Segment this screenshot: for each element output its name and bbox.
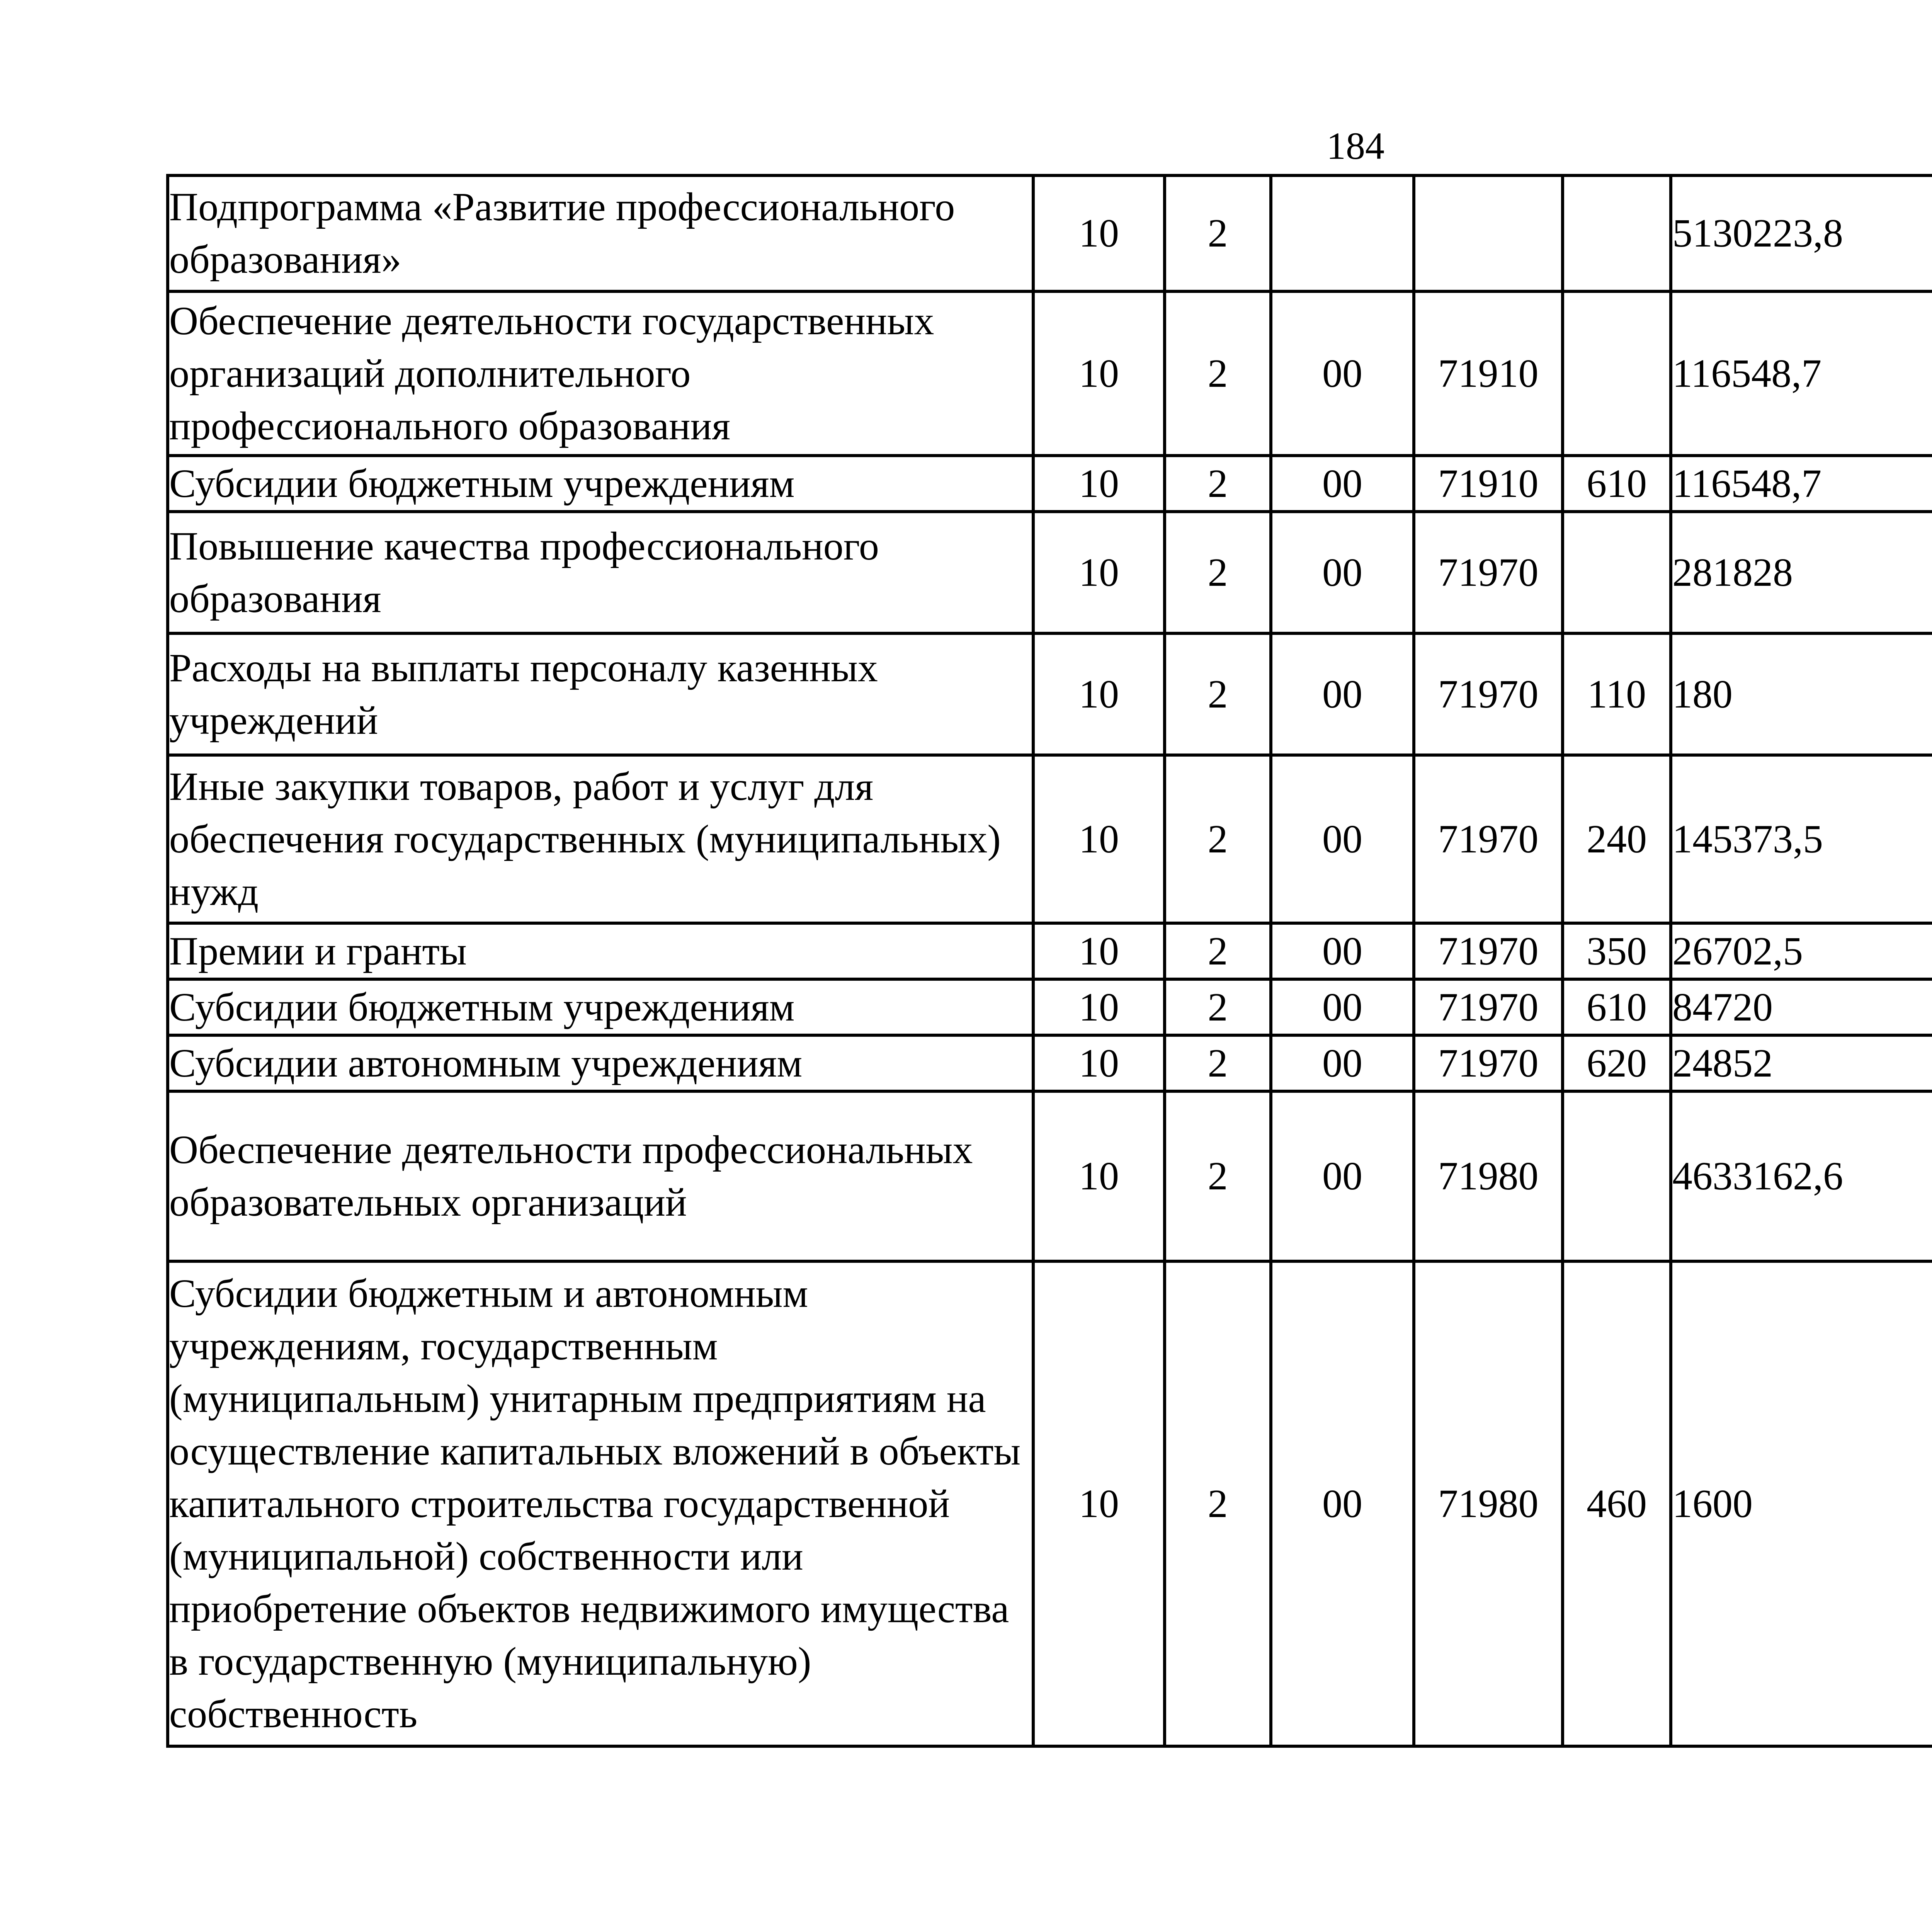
target-item-prefix: 00 <box>1271 1091 1414 1261</box>
target-item-code: 71910 <box>1414 456 1563 512</box>
expense-type-code <box>1563 291 1671 456</box>
row-name: Субсидии бюджетным учреждениям <box>168 979 1033 1035</box>
subsection-code: 2 <box>1165 923 1271 979</box>
table-row <box>168 923 1932 979</box>
table-row <box>168 1091 1932 1261</box>
table-row <box>168 1035 1932 1091</box>
expense-type-code: 620 <box>1563 1035 1671 1091</box>
expense-type-code <box>1563 175 1671 291</box>
section-code: 10 <box>1033 755 1165 923</box>
amount-year-1: 26702,5 <box>1671 923 1932 979</box>
amount-year-1: 116548,7 <box>1671 291 1932 456</box>
expense-type-code: 110 <box>1563 633 1671 755</box>
target-item-code: 71970 <box>1414 755 1563 923</box>
table-row <box>168 755 1932 923</box>
target-item-prefix: 00 <box>1271 979 1414 1035</box>
subsection-code: 2 <box>1165 1261 1271 1746</box>
row-name: Обеспечение деятельности профессиональных образовательных организаций <box>168 1091 1033 1261</box>
target-item-prefix <box>1271 175 1414 291</box>
expense-type-code: 240 <box>1563 755 1671 923</box>
subsection-code: 2 <box>1165 755 1271 923</box>
target-item-prefix: 00 <box>1271 755 1414 923</box>
row-name: Расходы на выплаты персоналу казенных учреждений <box>168 633 1033 755</box>
amount-year-1: 5130223,8 <box>1671 175 1932 291</box>
target-item-code <box>1414 175 1563 291</box>
target-item-prefix: 00 <box>1271 456 1414 512</box>
expense-type-code: 610 <box>1563 979 1671 1035</box>
section-code: 10 <box>1033 633 1165 755</box>
subsection-code: 2 <box>1165 175 1271 291</box>
amount-year-1: 116548,7 <box>1671 456 1932 512</box>
amount-year-1: 4633162,6 <box>1671 1091 1932 1261</box>
page-number: 184 <box>1327 124 1384 167</box>
table-row <box>168 175 1932 291</box>
amount-year-1: 145373,5 <box>1671 755 1932 923</box>
expense-type-code: 460 <box>1563 1261 1671 1746</box>
row-name: Иные закупки товаров, работ и услуг для обеспечения государственных (муниципальных) нужд <box>168 755 1033 923</box>
target-item-code: 71970 <box>1414 633 1563 755</box>
section-code: 10 <box>1033 979 1165 1035</box>
section-code: 10 <box>1033 456 1165 512</box>
row-name: Субсидии автономным учреждениям <box>168 1035 1033 1091</box>
expense-type-code <box>1563 1091 1671 1261</box>
target-item-prefix: 00 <box>1271 1261 1414 1746</box>
table-row <box>168 633 1932 755</box>
target-item-code: 71970 <box>1414 1035 1563 1091</box>
subsection-code: 2 <box>1165 633 1271 755</box>
amount-year-1: 24852 <box>1671 1035 1932 1091</box>
expense-type-code <box>1563 512 1671 633</box>
target-item-code: 71980 <box>1414 1091 1563 1261</box>
section-code: 10 <box>1033 923 1165 979</box>
subsection-code: 2 <box>1165 291 1271 456</box>
subsection-code: 2 <box>1165 512 1271 633</box>
target-item-prefix: 00 <box>1271 923 1414 979</box>
budget-table <box>166 174 1932 1748</box>
row-name: Субсидии бюджетным учреждениям <box>168 456 1033 512</box>
table-row <box>168 1261 1932 1746</box>
amount-year-1: 281828 <box>1671 512 1932 633</box>
target-item-prefix: 00 <box>1271 291 1414 456</box>
target-item-prefix: 00 <box>1271 633 1414 755</box>
subsection-code: 2 <box>1165 1035 1271 1091</box>
expense-type-code: 610 <box>1563 456 1671 512</box>
row-name: Обеспечение деятельности государственных организаций дополнительного профессионального образования <box>168 291 1033 456</box>
target-item-code: 71970 <box>1414 979 1563 1035</box>
table-row <box>168 456 1932 512</box>
section-code: 10 <box>1033 512 1165 633</box>
target-item-code: 71970 <box>1414 923 1563 979</box>
row-name: Подпрограмма «Развитие профессионального образования» <box>168 175 1033 291</box>
amount-year-1: 180 <box>1671 633 1932 755</box>
subsection-code: 2 <box>1165 979 1271 1035</box>
target-item-code: 71980 <box>1414 1261 1563 1746</box>
table-row <box>168 512 1932 633</box>
expense-type-code: 350 <box>1563 923 1671 979</box>
table-row <box>168 979 1932 1035</box>
target-item-code: 71910 <box>1414 291 1563 456</box>
section-code: 10 <box>1033 1261 1165 1746</box>
target-item-prefix: 00 <box>1271 512 1414 633</box>
section-code: 10 <box>1033 1091 1165 1261</box>
subsection-code: 2 <box>1165 1091 1271 1261</box>
amount-year-1: 1600 <box>1671 1261 1932 1746</box>
section-code: 10 <box>1033 1035 1165 1091</box>
target-item-code: 71970 <box>1414 512 1563 633</box>
table-row <box>168 291 1932 456</box>
row-name: Премии и гранты <box>168 923 1033 979</box>
subsection-code: 2 <box>1165 456 1271 512</box>
row-name: Повышение качества профессионального образования <box>168 512 1033 633</box>
amount-year-1: 84720 <box>1671 979 1932 1035</box>
row-name: Субсидии бюджетным и автономным учреждениям, государственным (муниципальным) унитарным предприятиям на осуществление капитальных вложений в объекты капитального строительства государственной (муниципальной) собственности или приобретение объектов недвижимого имущества в государственную (муниципальную) собственность <box>168 1261 1033 1746</box>
section-code: 10 <box>1033 291 1165 456</box>
section-code: 10 <box>1033 175 1165 291</box>
target-item-prefix: 00 <box>1271 1035 1414 1091</box>
